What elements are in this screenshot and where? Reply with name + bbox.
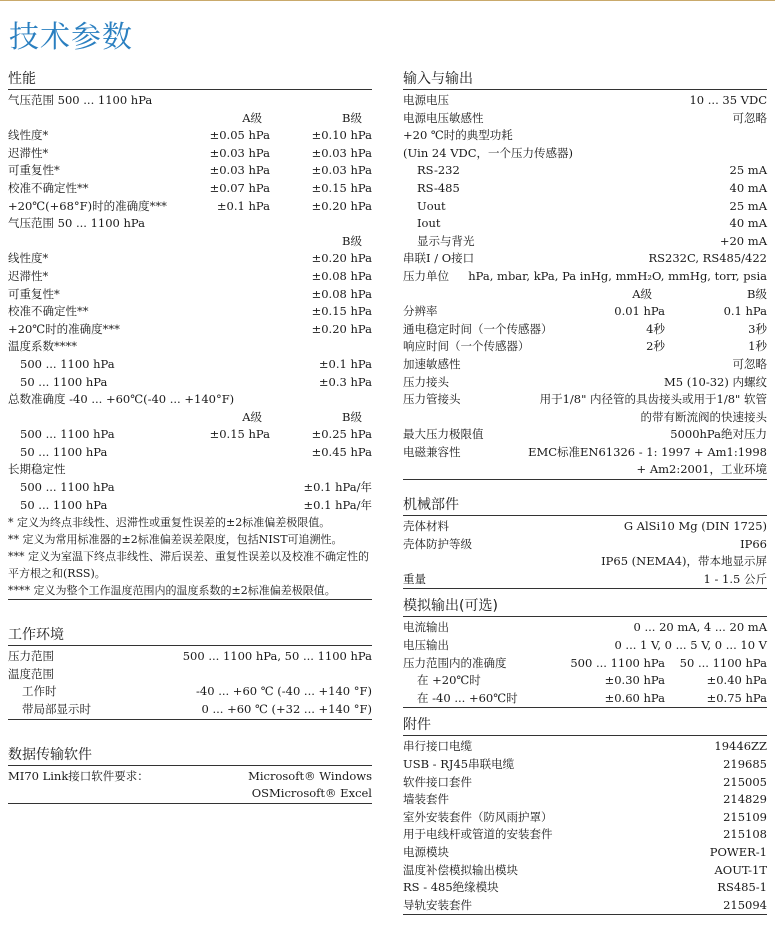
accessory-code: RS485-1 [717,880,767,895]
accessory-label: 导轨安装套件 [403,897,472,912]
spec-label: 工作时 [22,684,57,699]
spec-label: 壳体材料 [403,519,449,534]
accessory-row [403,844,767,862]
spec-row [403,92,767,110]
spec-row [8,444,372,462]
spec-row [403,110,767,128]
range1-label: 气压范围 500 ... 1100 hPa [8,93,153,107]
accessory-label: 电源模块 [403,844,449,859]
perf-rows2 [8,250,372,338]
spec-label: 500 ... 1100 hPa [20,427,115,442]
spec-b: ±0.1 hPa/年 [303,497,372,512]
spec-label: +20 ℃时的典型功耗 [403,128,513,143]
section-title-analog: 模拟输出(可选) [403,597,767,617]
spec-label: 50 ... 1100 hPa [20,497,108,512]
accessory-label: 软件接口套件 [403,774,472,789]
spec-label: 迟滞性* [8,268,49,283]
spec-b: ±0.15 hPa [311,180,372,195]
range2-label: 气压范围 50 ... 1100 hPa [8,216,145,231]
accessory-row [403,738,767,756]
spec-label: 50 ... 1100 hPa [20,374,108,389]
spec-row [403,127,767,145]
footnote: **** 定义为整个工作温度范围内的温度系数的±2标准偏差极限值。 [8,584,336,598]
page-title: 技术参数 [9,20,133,55]
spec-label: 最大压力极限值 [403,427,484,442]
spec-a: ±0.03 hPa [209,163,270,178]
spec-value: +20 mA [719,233,767,248]
spec-label: 电压输出 [403,638,449,653]
spec-a: ±0.15 hPa [209,427,270,442]
accessories-section [403,716,767,915]
spec-value: Microsoft® Windows [248,768,372,783]
spec-row [8,286,372,304]
spec-a: 500 ... 1100 hPa [570,655,665,670]
accessory-label: 墙装套件 [403,792,449,807]
accessory-label: USB - RJ45串联电缆 [403,757,515,771]
spec-label: MI70 Link接口软件要求： [8,768,149,783]
spec-label: 显示与背光 [417,233,475,248]
spec-label: 在 -40 ... +60℃时 [417,690,518,705]
spec-label: 分辨率 [403,304,438,319]
spec-label: 可重复性* [8,286,60,301]
spec-value: OSMicrosoft® Excel [251,786,372,801]
spec-row [8,180,372,198]
spec-row [403,321,767,339]
accessory-row [403,756,767,774]
spec-label: 压力单位 [403,268,449,283]
io-col-a-header: A级 [632,286,652,301]
spec-value: 0 ... 20 mA, 4 ... 20 mA [633,620,767,635]
spec-value: 500 ... 1100 hPa, 50 ... 1100 hPa [182,649,372,664]
accessory-label: 串行接口电缆 [403,739,472,754]
spec-label: 校准不确定性** [8,180,89,195]
spec-row [8,683,372,701]
spec-row [403,162,767,180]
spec-value: EMC标准EN61326 - 1: 1997 + Am1:1998 [528,444,767,459]
spec-label: +20℃(+68°F)时的准确度*** [8,198,167,213]
spec-row [8,321,372,339]
spec-b: ±0.1 hPa [318,356,372,371]
spec-label: 500 ... 1100 hPa [20,356,115,371]
spec-value: 25 mA [729,163,767,178]
spec-label: Iout [417,216,441,231]
analog-section [403,597,767,708]
spec-a: ±0.05 hPa [209,128,270,143]
spec-row [8,127,372,145]
spec-value: 0 ... 1 V, 0 ... 5 V, 0 ... 10 V [614,638,767,653]
spec-value: G AlSi10 Mg (DIN 1725) [623,519,767,534]
spec-label: 迟滞性* [8,145,49,160]
spec-b: 3秒 [748,321,767,336]
spec-b: ±0.10 hPa [311,128,372,143]
spec-value: IP65 (NEMA4)，带本地显示屏 [601,554,767,569]
spec-row [403,356,767,374]
spec-value: -40 ... +60 ℃ (-40 ... +140 °F) [196,684,372,699]
spec-row [8,268,372,286]
col-b-header-2: B级 [342,233,362,248]
accessory-code: 19446ZZ [714,739,767,754]
spec-row [403,637,767,655]
spec-label: 电流输出 [403,620,449,635]
spec-value: hPa, mbar, kPa, Pa inHg, mmH₂O, mmHg, torr, psia [468,268,767,283]
spec-label: Uout [417,198,446,213]
right-column [403,70,767,941]
footnote: * 定义为终点非线性、迟滞性或重复性误差的±2标准偏差极限值。 [8,516,331,530]
perf-rows1 [8,127,372,215]
spec-label: 带局部显示时 [22,702,91,717]
spec-value: 10 ... 35 VDC [689,93,767,107]
total-acc-label: 总数准确度 -40 ... +60℃(-40 ... +140°F) [8,392,235,407]
spec-row [403,303,767,321]
spec-row [8,145,372,163]
spec-value: 25 mA [729,198,767,213]
accessory-code: 215094 [723,897,767,912]
spec-row [403,338,767,356]
accessory-code: 214829 [723,792,767,807]
spec-row [403,655,767,673]
spec-row [8,479,372,497]
accessory-row [403,774,767,792]
spec-row [8,162,372,180]
spec-value: M5 (10-32) 内螺纹 [663,374,767,389]
col-a-header-3: A级 [242,409,262,424]
spec-row [403,690,767,709]
spec-b: 1秒 [748,339,767,354]
spec-b: ±0.45 hPa [311,444,372,459]
section-title-io: 输入与输出 [403,70,767,90]
spec-value: + Am2:2001，工业环境 [636,462,767,477]
spec-row [403,461,767,480]
spec-label: 500 ... 1100 hPa [20,480,115,495]
accessory-row [403,791,767,809]
software-section [8,746,372,804]
spec-label: 串联I / O接口 [403,251,475,266]
spec-label: 线性度* [8,251,49,266]
spec-value: 0 ... +60 ℃ (+32 ... +140 °F) [201,702,372,717]
spec-row [8,426,372,444]
accessory-code: 215108 [723,827,767,842]
spec-value: 40 mA [729,216,767,231]
spec-row [403,536,767,554]
spec-b: 0.1 hPa [723,304,767,319]
spec-label: 壳体防护等级 [403,536,472,551]
spec-label: 压力范围内的准确度 [403,655,507,670]
spec-label: 重量 [403,571,426,586]
spec-row [8,497,372,515]
spec-b: ±0.08 hPa [311,286,372,301]
spec-label: 校准不确定性** [8,304,89,319]
footnote: *** 定义为室温下终点非线性、滞后误差、重复性误差以及校准不确定性的平方根之和(RSS)。 [8,550,369,581]
spec-row [403,391,767,409]
spec-row [403,180,767,198]
spec-row [403,444,767,462]
spec-a: 2秒 [646,339,665,354]
left-column [8,70,372,830]
accessory-code: AOUT-1T [714,862,767,877]
io-col-b-header: B级 [747,286,767,301]
long-term-label: 长期稳定性 [8,462,66,477]
col-b-header: B级 [342,110,362,125]
spec-label: 可重复性* [8,163,60,178]
spec-a: ±0.60 hPa [604,690,665,705]
spec-label: RS-485 [417,180,460,195]
spec-label: 压力接头 [403,374,449,389]
spec-row [403,250,767,268]
spec-b: ±0.08 hPa [311,268,372,283]
io-section [403,70,767,480]
spec-row [403,268,767,286]
spec-row [8,356,372,374]
footnote: ** 定义为常用标准器的±2标准偏差误差限度，包括NIST可追溯性。 [8,533,343,547]
spec-value: IP66 [740,536,767,551]
spec-row [403,672,767,690]
spec-b: ±0.20 hPa [311,251,372,266]
spec-row [403,619,767,637]
spec-label: 线性度* [8,128,49,143]
spec-row [403,374,767,392]
section-title-mechanical: 机械部件 [403,496,767,516]
spec-label: 响应时间（一个传感器） [403,339,530,354]
footnotes [8,514,372,600]
spec-value: 1 - 1.5 公斤 [703,571,767,586]
top-rule [0,0,775,1]
spec-value: 40 mA [729,180,767,195]
accessory-row [403,826,767,844]
spec-label: 压力范围 [8,649,54,664]
spec-value: 可忽略 [732,356,767,371]
accessory-label: 室外安装套件（防风雨护罩） [403,809,553,824]
spec-label: 在 +20℃时 [417,673,481,688]
mechanical-section [403,496,767,589]
spec-b: ±0.20 hPa [311,321,372,336]
spec-b: ±0.15 hPa [311,304,372,319]
section-title-accessories: 附件 [403,716,767,736]
spec-a: ±0.07 hPa [209,180,270,195]
accessory-label: 用于电线杆或管道的安装套件 [403,827,553,842]
section-title-software: 数据传输软件 [8,746,372,766]
spec-row [8,250,372,268]
accessory-code: 215109 [723,809,767,824]
accessory-label: 温度补偿模拟输出模块 [403,862,518,877]
temp-coef-label: 温度系数**** [8,339,77,354]
col-a-header: A级 [242,110,262,125]
environment-section [8,626,372,719]
spec-row [403,233,767,251]
spec-value: 5000hPa绝对压力 [670,427,767,442]
spec-value: 可忽略 [732,110,767,125]
accessory-row [403,862,767,880]
spec-row [403,145,767,163]
spec-b: ±0.75 hPa [706,690,767,705]
spec-a: ±0.03 hPa [209,145,270,160]
spec-row [8,768,372,786]
spec-row [8,374,372,392]
accessory-label: RS - 485绝缘模块 [403,880,499,895]
accessory-code: 219685 [723,757,767,771]
spec-a: ±0.30 hPa [604,673,665,688]
spec-row [403,426,767,444]
spec-row [403,409,767,427]
spec-label: RS-232 [417,163,460,178]
accessory-row [403,809,767,827]
spec-b: ±0.25 hPa [311,427,372,442]
spec-b: 50 ... 1100 hPa [679,655,767,670]
spec-row [403,553,767,571]
spec-row [8,701,372,720]
spec-row [8,198,372,216]
accessory-code: 215005 [723,774,767,789]
accessory-row [403,897,767,916]
spec-label: 通电稳定时间（一个传感器） [403,321,553,336]
spec-b: ±0.1 hPa/年 [303,480,372,495]
spec-value: 的带有断流阀的快速接头 [640,409,767,424]
spec-b: ±0.03 hPa [311,145,372,160]
spec-a: ±0.1 hPa [216,198,270,213]
spec-row [403,215,767,233]
spec-label: 压力管接头 [403,392,461,407]
spec-a: 4秒 [646,321,665,336]
spec-row [8,785,372,804]
spec-a: 0.01 hPa [614,304,665,319]
spec-label: 加速敏感性 [403,356,461,371]
accessory-row [403,879,767,897]
spec-row [8,303,372,321]
spec-label: 电源电压 [403,93,449,107]
spec-label: 50 ... 1100 hPa [20,444,108,459]
spec-row [403,518,767,536]
col-b-header-3: B级 [342,409,362,424]
temp-range-label: 温度范围 [8,666,54,681]
section-title-environment: 工作环境 [8,626,372,646]
spec-value: 用于1/8" 内径管的具齿接头或用于1/8" 软管 [539,392,767,407]
spec-label: 电源电压敏感性 [403,110,484,125]
spec-row [403,571,767,590]
accessory-code: POWER-1 [709,844,767,859]
performance-section [8,70,372,600]
spec-row [8,648,372,666]
spec-b: ±0.03 hPa [311,163,372,178]
spec-label: 电磁兼容性 [403,444,461,459]
section-title-performance: 性能 [8,70,372,90]
spec-label: +20℃时的准确度*** [8,321,120,336]
spec-b: ±0.20 hPa [311,198,372,213]
spec-row [403,198,767,216]
spec-value: RS232C, RS485/422 [648,251,767,266]
spec-label: (Uin 24 VDC，一个压力传感器) [403,145,574,160]
spec-b: ±0.40 hPa [706,673,767,688]
spec-b: ±0.3 hPa [318,374,372,389]
